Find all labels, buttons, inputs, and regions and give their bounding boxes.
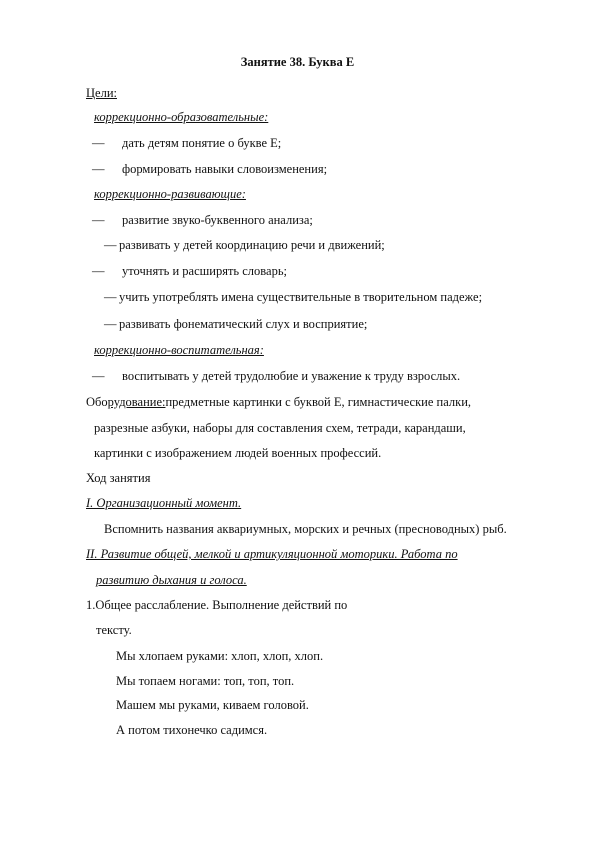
list-dash: —	[92, 213, 105, 227]
list-dash: —	[92, 136, 105, 150]
part1-text: Вспомнить названия аквариумных, морских и речных (пресноводных) рыб.	[104, 522, 507, 536]
list-dash: —	[104, 317, 117, 331]
list-item: дать детям понятие о букве Е;	[122, 136, 282, 150]
exercise-text: 1.Общее расслабление. Выполнение действий по	[86, 598, 348, 612]
section-corr-up: коррекционно-воспитательная:	[94, 343, 264, 357]
list-item: учить употреблять имена существительные в творительном падеже;	[119, 290, 483, 304]
equipment-line	[86, 394, 471, 410]
poem-line: Машем мы руками, киваем головой.	[116, 698, 309, 712]
equipment-text: предметные картинки с буквой Е, гимнастические палки,	[165, 395, 472, 409]
equipment-prefix: Обо	[86, 395, 108, 409]
page-title: Занятие 38. Буква Е	[240, 55, 355, 69]
list-dash: —	[104, 290, 117, 304]
part2-heading: развитию дыхания и голоса.	[96, 573, 247, 587]
part2-heading: II. Развитие общей, мелкой и артикуляционной моторики. Работа по	[86, 547, 458, 561]
list-item: развивать у детей координацию речи и движений;	[119, 238, 385, 252]
equipment-label: рудование:	[107, 395, 166, 409]
equipment-text: картинки с изображением людей военных профессий.	[94, 446, 382, 460]
list-dash: —	[104, 238, 117, 252]
poem-line: А потом тихонечко садимся.	[116, 723, 268, 737]
section-corr-dev: коррекционно-развивающие:	[94, 187, 246, 201]
list-dash: —	[92, 264, 105, 278]
list-item: формировать навыки словоизменения;	[122, 162, 328, 176]
list-item: уточнять и расширять словарь;	[122, 264, 287, 278]
poem-line: Мы хлопаем руками: хлоп, хлоп, хлоп.	[116, 649, 324, 663]
list-dash: —	[92, 162, 105, 176]
list-dash: —	[92, 369, 105, 383]
part1-heading: I. Организационный момент.	[86, 496, 242, 510]
list-item: развивать фонематический слух и восприятие;	[119, 317, 368, 331]
goals-heading: Цели:	[86, 86, 117, 100]
poem-line: Мы топаем ногами: топ, топ, топ.	[116, 674, 295, 688]
list-item: воспитывать у детей трудолюбие и уважение к труду взрослых.	[122, 369, 461, 383]
list-item: развитие звуко-буквенного анализа;	[122, 213, 313, 227]
equipment-text: разрезные азбуки, наборы для составления схем, тетради, карандаши,	[94, 421, 466, 435]
section-corr-edu: коррекционно-образовательные:	[94, 110, 269, 124]
lesson-heading: Ход занятия	[86, 471, 151, 485]
exercise-text: тексту.	[96, 623, 132, 637]
